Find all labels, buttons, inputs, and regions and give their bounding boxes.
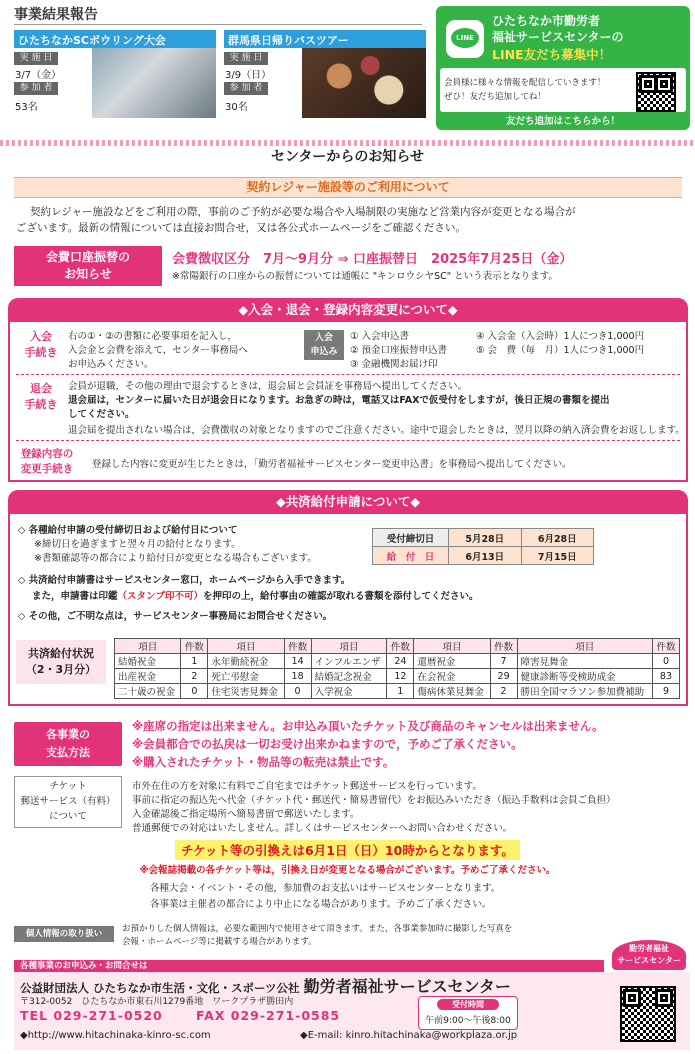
- benefit-item: ◇ その他，ご不明な点は，サービスセンター事務局にお問合せください。: [18, 611, 333, 622]
- join-fee: ⑤ 会 費（毎 月）1人につき1,000円: [476, 345, 645, 356]
- benefit-item-name: 出産祝金: [115, 669, 181, 684]
- payment-label-line: 支払方法: [46, 746, 90, 759]
- payday-date: 6月13日: [449, 547, 522, 565]
- event-count-label: 参 加 者: [224, 82, 268, 95]
- leave-label-line: 退会: [30, 382, 52, 395]
- ticket-label-line: について: [49, 811, 87, 822]
- deadline-date: 5月28日: [449, 529, 522, 547]
- ticket-text: 事前に指定の振込先へ代金（チケット代・郵送代・簡易書留代）をお振込みいただき（振込手数料は会員ご負担）: [132, 795, 616, 806]
- deadline-label: 受付締切日: [373, 529, 449, 547]
- address: 〒312-0052 ひたちなか市東石川1279番地 ワークプラザ勝田内: [20, 997, 294, 1007]
- event-title: ひたちなかSCボウリング大会: [14, 30, 216, 48]
- ticket-exchange-note: ※会報誌掲載の各チケット等は，引換え日が変更となる場合がございます。予めご了承ください。: [139, 865, 556, 876]
- bowling-photo: [92, 48, 216, 118]
- join-text: お申込みください。: [68, 359, 154, 370]
- benefit-item-name: 傷病休業見舞金: [414, 684, 490, 699]
- benefits-section-title: ◆共済給付申請について◆: [8, 490, 688, 514]
- deadline-date: 6月28日: [521, 529, 594, 547]
- event-date-label: 実 施 日: [224, 52, 268, 65]
- join-tag-line: 入会: [314, 333, 333, 343]
- ticket-label-line: チケット: [49, 781, 87, 792]
- payment-rule: ※購入されたチケット・物品等の転売は禁止です。: [132, 755, 395, 769]
- benefit-item-count: 83: [652, 669, 679, 684]
- header-item: 項目: [208, 639, 284, 654]
- header-count: 件数: [181, 639, 208, 654]
- join-docs-tag: [304, 330, 344, 360]
- ticket-label-line: 郵送サービス（有料）: [20, 796, 116, 807]
- status-label-line: 共済給付状況: [28, 647, 94, 660]
- benefit-item: [32, 588, 479, 602]
- tel[interactable]: TEL 029-271-0520: [20, 1008, 163, 1023]
- org-parent: 公益財団法人 ひたちなか市生活・文化・スポーツ公社: [20, 981, 300, 995]
- header-item: 項目: [517, 639, 652, 654]
- status-label-line: （2・3月分）: [25, 663, 97, 676]
- benefit-item-name: 二十歳の祝金: [115, 684, 181, 699]
- benefit-status-label: [16, 640, 106, 684]
- fee-label-line: 会費口座振替の: [45, 250, 130, 264]
- benefit-item-count: 29: [490, 669, 517, 684]
- benefit-item-name: 死亡弔慰金: [208, 669, 284, 684]
- privacy-text: お預かりした個人情報は，必要な範囲内で使用させて頂きます。また，各事業参加時に撮影した写真を: [122, 924, 513, 934]
- benefit-text: を押印の上，給付事由の確認が取れる書類を添付してください。: [203, 591, 479, 602]
- fee-label: [14, 246, 162, 286]
- badge-line: 勤労者福祉: [629, 944, 669, 953]
- benefit-item-name: 還暦祝金: [414, 654, 490, 669]
- benefit-note: ※書類確認等の都合により給付日が変更となる場合もございます。: [34, 553, 317, 564]
- hours-box: [418, 996, 518, 1030]
- leave-text: 会員が退職，その他の理由で退会するときは，退会届と会員証を事務局へ提出してください。: [68, 381, 468, 392]
- ticket-text: 普通郵便での対応はいたしません。詳しくはサービスセンターへお問い合わせください。: [132, 823, 513, 834]
- benefit-item-count: 18: [284, 669, 311, 684]
- header-count: 件数: [387, 639, 414, 654]
- leave-warning: 退会届は，センターに届いた日が退会日になります。お急ぎの時は，電話又はFAXで仮受付をしますが，後日正規の書類を提出: [68, 395, 610, 406]
- line-qr-code-icon[interactable]: [636, 72, 676, 112]
- payment-rule: ※会員都合での払戻は一切お受け出来かねますので，予めご了承ください。: [132, 737, 523, 751]
- benefit-item-count: 0: [652, 654, 679, 669]
- payment-label: [14, 722, 122, 766]
- general-note: 各事業は主催者の都合により中止になる場合があります。予めご了承ください。: [150, 899, 492, 910]
- leave-warning: してください。: [68, 409, 135, 420]
- deadline-table: [372, 528, 594, 565]
- benefit-text: また，申請書は印鑑: [32, 591, 118, 602]
- payday-date: 7月15日: [521, 547, 594, 565]
- leave-text: 退会届を提出されない場合は，会費徴収の対象となりますのでご注意ください。途中で退会したときは，翌月以降の納入済会費をお返しします。: [68, 425, 685, 436]
- benefit-item-count: 0: [181, 684, 208, 699]
- food-photo: [302, 48, 426, 118]
- join-doc: ① 入会申込書: [350, 331, 410, 342]
- center-notice-title: センターからのお知らせ: [270, 149, 425, 165]
- benefit-item-name: 結婚記念祝金: [311, 669, 387, 684]
- ticket-exchange: [0, 840, 695, 860]
- join-label-line: 手続き: [24, 346, 58, 359]
- line-title: 福祉サービスセンターの: [492, 30, 624, 44]
- header-count: 件数: [652, 639, 679, 654]
- event-date: 3/9（日）: [225, 70, 272, 81]
- payment-label-line: 各事業の: [46, 728, 90, 741]
- benefit-item-name: 永年勤続祝金: [208, 654, 284, 669]
- join-doc: ③ 金融機関お届け印: [350, 359, 438, 370]
- benefit-item-name: 結婚祝金: [115, 654, 181, 669]
- event-title: 群馬県日帰りバスツアー: [224, 30, 426, 48]
- results-heading: 事業結果報告: [14, 7, 98, 23]
- org-center: 勤労者福祉サービスセンター: [303, 977, 511, 996]
- row-divider: [16, 374, 680, 375]
- hours-label: 受付時間: [437, 999, 499, 1010]
- line-add-link[interactable]: 友だち追加はこちらから！: [506, 116, 621, 127]
- line-desc: 会員様に様々な情報を配信していきます！: [444, 78, 606, 88]
- event-card-bowling: [14, 30, 216, 118]
- benefit-item-count: 7: [490, 654, 517, 669]
- leisure-title: 契約レジャー施設等のご利用について: [14, 177, 682, 198]
- privacy-text: 会報・ホームページ等に掲載する場合があります。: [122, 937, 317, 947]
- benefit-item-count: 1: [387, 684, 414, 699]
- fee-note: ※常陽銀行の口座からの振替については通帳に "キンロウシヤSC" という表示となります。: [172, 271, 558, 282]
- change-text: 登録した内容に変更が生じたときは，「勤労者福祉サービスセンター変更申込書」を事務局へ提出してください。: [92, 459, 572, 470]
- benefit-item: ◇ 各種給付申請の受付締切日および給付日について: [18, 525, 238, 536]
- line-promo[interactable]: [436, 6, 690, 130]
- ticket-text: 市外在住の方を対象に有料でご自宅まではチケット郵送サービスを行っています。: [132, 781, 482, 792]
- stamp-warning: （スタンプ印不可）: [117, 591, 204, 602]
- join-text: 入会金と会費を添えて，センター事務局へ: [68, 345, 248, 356]
- benefit-item-count: 24: [387, 654, 414, 669]
- benefit-status-table: [114, 638, 680, 699]
- header-item: 項目: [414, 639, 490, 654]
- header-item: 項目: [115, 639, 181, 654]
- membership-section-title: ◆入会・退会・登録内容変更について◆: [8, 298, 688, 322]
- event-count: 53名: [15, 102, 38, 113]
- line-title: ひたちなか市勤労者: [492, 14, 601, 28]
- join-tag-line: 申込み: [310, 347, 338, 357]
- fee-schedule: 会費徴収区分 7月～9月分 ⇒ 口座振替日 2025年7月25日（金）: [172, 252, 573, 267]
- join-doc: ② 預金口座振替申込書: [350, 345, 448, 356]
- benefits-section: [8, 514, 688, 706]
- line-desc: ぜひ！友だち追加してね！: [444, 92, 547, 102]
- ticket-exchange-date: チケット等の引換えは6月1日（日）10時からとなります。: [175, 840, 520, 860]
- header-item: 項目: [311, 639, 387, 654]
- website-link[interactable]: ◆http://www.hitachinaka-kinro-sc.com: [20, 1030, 211, 1041]
- membership-section: [8, 322, 688, 482]
- header-count: 件数: [284, 639, 311, 654]
- event-date: 3/7（金）: [15, 70, 62, 81]
- contact-footer: [14, 972, 690, 1050]
- line-logo-text: LINE: [451, 28, 479, 48]
- benefit-item-count: 9: [652, 684, 679, 699]
- benefit-item-name: 在会祝金: [414, 669, 490, 684]
- benefit-item-count: 0: [284, 684, 311, 699]
- benefit-note: ※締切日を過ぎますと翌々月の給付となります。: [34, 539, 241, 550]
- benefit-item-name: 住宅災害見舞金: [208, 684, 284, 699]
- change-label-line: 登録内容の: [20, 448, 74, 460]
- payment-rule: ※座席の指定は出来ません。お申込み頂いたチケット及び商品のキャンセルは出来ません。: [132, 719, 604, 733]
- table-row: [115, 684, 680, 699]
- event-card-bus-tour: [224, 30, 426, 118]
- leave-label-line: 手続き: [24, 398, 58, 411]
- table-row: [115, 654, 680, 669]
- event-count: 30名: [225, 102, 248, 113]
- leisure-text: 契約レジャー施設などをご利用の際，事前のご予約が必要な場合や入場制限の実施など営業内容が変更となる場合が: [30, 206, 576, 218]
- join-text: 右の①・②の書類に必要事項を記入し，: [68, 331, 238, 342]
- contact-bar: 各種事業のお申込み・お問合せは: [14, 960, 604, 972]
- privacy-label: 個人情報の取り扱い: [14, 926, 114, 942]
- ticket-service-label: [14, 776, 122, 828]
- benefit-item-count: 2: [490, 684, 517, 699]
- event-date-label: 実 施 日: [14, 52, 58, 65]
- ticket-text: 入金確認後ご指定場所へ簡易書留で郵送いたします。: [132, 809, 360, 820]
- benefit-item-count: 1: [181, 654, 208, 669]
- benefit-item-count: 14: [284, 654, 311, 669]
- change-label: [12, 446, 82, 476]
- website-qr-code-icon[interactable]: [620, 986, 676, 1042]
- join-label: [16, 328, 66, 360]
- badge-line: サービスセンター: [617, 956, 681, 965]
- leisure-text: ございます。最新の情報については直接お問合せ，又は各公式ホームページをご確認ください。: [16, 222, 466, 234]
- fax: FAX 029-271-0585: [196, 1008, 341, 1023]
- payday-label: 給 付 日: [373, 547, 449, 565]
- email-link[interactable]: ◆E-mail: kinro.hitachinaka@workplaza.or.jp: [300, 1030, 518, 1041]
- benefit-item-name: 障害見舞金: [517, 654, 652, 669]
- general-note: 各種大会・イベント・その他，参加費のお支払いはサービスセンターとなります。: [150, 883, 501, 894]
- benefit-item-name: 健康診断等受検助成金: [517, 669, 652, 684]
- join-fee: ④ 入会金（入会時）1人につき1,000円: [476, 331, 645, 342]
- row-divider: [16, 440, 680, 441]
- change-label-line: 変更手続き: [20, 463, 74, 475]
- table-header-row: [115, 639, 680, 654]
- line-title-highlight: LINE友だち募集中！: [492, 47, 612, 62]
- benefit-item-count: 12: [387, 669, 414, 684]
- join-label-line: 入会: [30, 330, 52, 343]
- benefit-item: ◇ 共済給付申請書はサービスセンター窓口，ホームページから入手できます。: [18, 575, 351, 586]
- hours-value: 午前9:00～午後8:00: [425, 1016, 511, 1026]
- fee-label-line: お知らせ: [64, 267, 112, 281]
- leave-label: [16, 380, 66, 412]
- center-badge: [612, 940, 686, 970]
- benefit-item-name: 勝田全国マラソン参加費補助: [517, 684, 652, 699]
- table-row: [115, 669, 680, 684]
- benefit-item-name: インフルエンザ: [311, 654, 387, 669]
- heading-rule: [14, 24, 422, 25]
- benefit-item-count: 2: [181, 669, 208, 684]
- header-count: 件数: [490, 639, 517, 654]
- line-logo-icon: [446, 20, 484, 58]
- event-count-label: 参 加 者: [14, 82, 58, 95]
- benefit-item-name: 入学祝金: [311, 684, 387, 699]
